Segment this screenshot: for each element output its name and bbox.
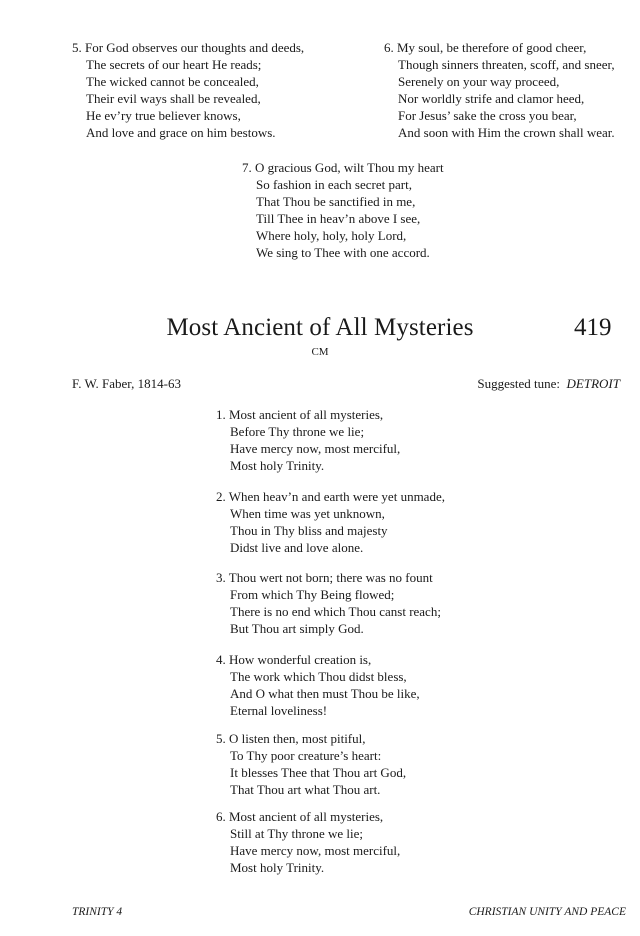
stanza-line: My soul, be therefore of good cheer, bbox=[397, 40, 587, 55]
stanza-line: Most ancient of all mysteries, bbox=[229, 809, 384, 824]
stanza-line: Thou in Thy bliss and majesty bbox=[230, 523, 388, 538]
hymn-stanza-2 bbox=[216, 488, 445, 556]
stanza-line: Their evil ways shall be revealed, bbox=[86, 91, 261, 106]
stanza-line: Didst live and love alone. bbox=[230, 540, 364, 555]
stanza-line: For God observes our thoughts and deeds, bbox=[85, 40, 305, 55]
stanza-line: Thou wert not born; there was no fount bbox=[228, 570, 433, 585]
hymn-stanza-6 bbox=[216, 808, 400, 876]
stanza-number: 6. bbox=[216, 809, 226, 824]
stanza-line: Most holy Trinity. bbox=[230, 458, 325, 473]
hymn-number: 419 bbox=[574, 314, 612, 341]
stanza-line: Still at Thy throne we lie; bbox=[230, 826, 363, 841]
prev-stanza-5 bbox=[72, 39, 304, 141]
stanza-line: O gracious God, wilt Thou my heart bbox=[255, 160, 444, 175]
stanza-number: 6. bbox=[384, 40, 394, 55]
stanza-number: 1. bbox=[216, 407, 226, 422]
stanza-line: The wicked cannot be concealed, bbox=[86, 74, 259, 89]
tune-name: DETROIT bbox=[566, 376, 620, 391]
stanza-line: Nor worldly strife and clamor heed, bbox=[398, 91, 585, 106]
stanza-line: It blesses Thee that Thou art God, bbox=[230, 765, 407, 780]
hymn-title: Most Ancient of All Mysteries bbox=[166, 314, 474, 341]
stanza-line: From which Thy Being flowed; bbox=[230, 587, 395, 602]
stanza-line: Most ancient of all mysteries, bbox=[229, 407, 384, 422]
stanza-line: For Jesus’ sake the cross you bear, bbox=[398, 108, 577, 123]
stanza-line: Have mercy now, most merciful, bbox=[230, 843, 401, 858]
stanza-line: Till Thee in heav’n above I see, bbox=[256, 211, 421, 226]
stanza-line: The secrets of our heart He reads; bbox=[86, 57, 262, 72]
footer-section-left: TRINITY 4 bbox=[72, 906, 123, 918]
stanza-line: And soon with Him the crown shall wear. bbox=[398, 125, 615, 140]
hymn-stanza-3 bbox=[216, 569, 441, 637]
stanza-line: That Thou art what Thou art. bbox=[230, 782, 381, 797]
stanza-line: To Thy poor creature’s heart: bbox=[230, 748, 382, 763]
stanza-number: 7. bbox=[242, 160, 252, 175]
stanza-line: Though sinners threaten, scoff, and sneer, bbox=[398, 57, 615, 72]
stanza-number: 5. bbox=[72, 40, 82, 55]
stanza-line: Eternal loveliness! bbox=[230, 703, 328, 718]
stanza-line: O listen then, most pitiful, bbox=[229, 731, 366, 746]
hymn-stanza-1 bbox=[216, 406, 400, 474]
stanza-number: 3. bbox=[216, 570, 226, 585]
stanza-number: 5. bbox=[216, 731, 226, 746]
stanza-line: That Thou be sanctified in me, bbox=[256, 194, 416, 209]
stanza-line: There is no end which Thou canst reach; bbox=[230, 604, 441, 619]
stanza-number: 4. bbox=[216, 652, 226, 667]
hymn-author: F. W. Faber, 1814-63 bbox=[72, 376, 181, 391]
stanza-line: How wonderful creation is, bbox=[229, 652, 372, 667]
prev-stanza-7 bbox=[242, 159, 444, 261]
stanza-line: Most holy Trinity. bbox=[230, 860, 325, 875]
stanza-line: He ev’ry true believer knows, bbox=[86, 108, 241, 123]
stanza-number: 2. bbox=[216, 489, 226, 504]
stanza-line: And love and grace on him bestows. bbox=[86, 125, 276, 140]
stanza-line: Before Thy throne we lie; bbox=[230, 424, 365, 439]
stanza-line: The work which Thou didst bless, bbox=[230, 669, 407, 684]
stanza-line: But Thou art simply God. bbox=[230, 621, 364, 636]
stanza-line: When heav’n and earth were yet unmade, bbox=[228, 489, 445, 504]
stanza-line: Serenely on your way proceed, bbox=[398, 74, 560, 89]
hymn-meter: CM bbox=[311, 346, 329, 358]
stanza-line: When time was yet unknown, bbox=[230, 506, 385, 521]
stanza-line: Have mercy now, most merciful, bbox=[230, 441, 401, 456]
footer-section-right: CHRISTIAN UNITY AND PEACE bbox=[468, 906, 626, 918]
stanza-line: So fashion in each secret part, bbox=[256, 177, 412, 192]
stanza-line: And O what then must Thou be like, bbox=[230, 686, 420, 701]
stanza-line: Where holy, holy, holy Lord, bbox=[256, 228, 407, 243]
hymn-stanza-4 bbox=[216, 651, 420, 719]
stanza-line: We sing to Thee with one accord. bbox=[256, 245, 430, 260]
suggested-tune bbox=[477, 376, 620, 392]
tune-label: Suggested tune: bbox=[477, 376, 561, 391]
prev-stanza-6 bbox=[384, 39, 615, 141]
hymn-stanza-5 bbox=[216, 730, 406, 798]
